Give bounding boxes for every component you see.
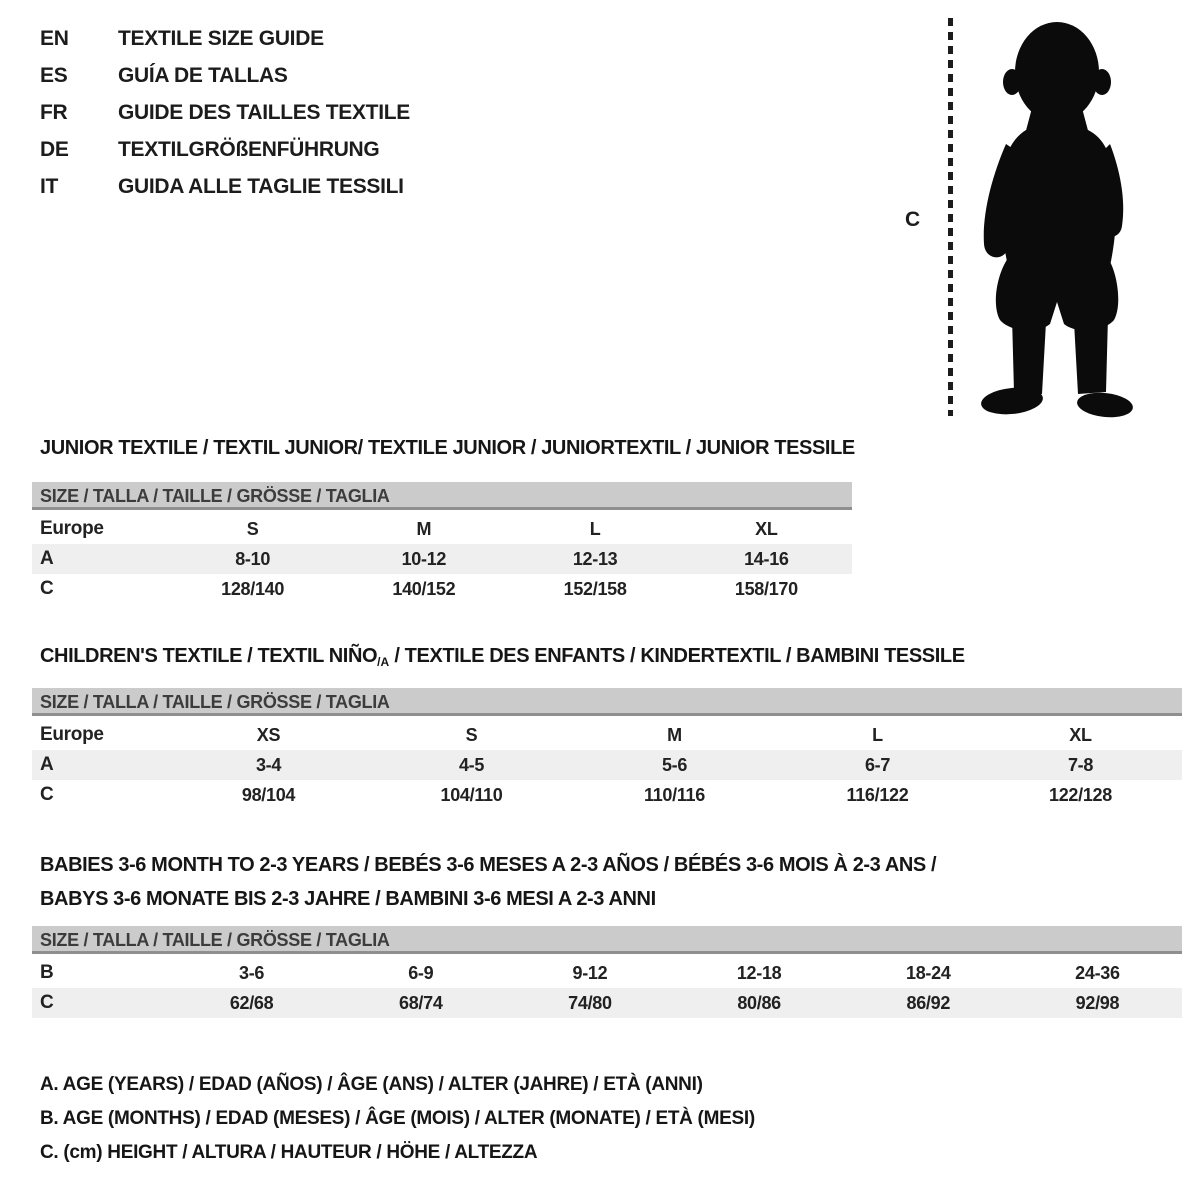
- table-row-age: [32, 544, 852, 574]
- size-cell: S: [246, 519, 259, 539]
- age-cell: 14-16: [744, 549, 789, 569]
- children-title-subscript: /A: [377, 655, 390, 669]
- height-measure-line: [948, 18, 953, 416]
- height-cell: 86/92: [906, 993, 951, 1013]
- height-cell: 116/122: [846, 785, 909, 805]
- age-cell: 6-9: [408, 963, 434, 983]
- children-title-part: / TEXTILE DES ENFANTS / KINDERTEXTIL / BAMBINI TESSILE: [389, 645, 965, 667]
- age-cell: 4-5: [458, 755, 485, 775]
- table-row-height: [32, 574, 852, 604]
- guide-title: GUÍA DE TALLAS: [118, 64, 288, 87]
- height-cell: 110/116: [644, 785, 705, 805]
- age-cell: 12-13: [572, 549, 618, 569]
- height-cell: 152/158: [563, 579, 627, 599]
- height-cell: 122/128: [1049, 785, 1112, 805]
- table-row-height: [32, 780, 1182, 810]
- language-row-it: [40, 176, 410, 198]
- height-cell: 128/140: [221, 579, 285, 599]
- age-cell: 7-8: [1067, 755, 1094, 775]
- babies-title-line1: BABIES 3-6 MONTH TO 2-3 YEARS / BEBÉS 3-6 MESES A 2-3 AÑOS / BÉBÉS 3-6 MOIS À 2-3 ANS /: [40, 854, 937, 876]
- age-cell: 18-24: [906, 963, 951, 983]
- age-cell: 5-6: [661, 755, 688, 775]
- size-table-header: SIZE / TALLA / TAILLE / GRÖSSE / TAGLIA: [32, 482, 852, 510]
- size-cell: XS: [256, 725, 281, 745]
- height-cell: 140/152: [392, 579, 456, 599]
- children-title-part: CHILDREN'S TEXTILE / TEXTIL NIÑO: [40, 645, 378, 667]
- height-cell: 68/74: [398, 993, 443, 1013]
- size-cell: XL: [755, 519, 778, 539]
- age-cell: 12-18: [736, 963, 782, 983]
- note-height-cm: C. (cm) HEIGHT / ALTURA / HAUTEUR / HÖHE / ALTEZZA: [40, 1142, 538, 1163]
- table-row-age: [32, 750, 1182, 780]
- language-title-list: [40, 28, 410, 213]
- age-cell: 6-7: [864, 755, 891, 775]
- age-cell: 24-36: [1075, 963, 1120, 983]
- children-size-table: [32, 688, 1182, 810]
- age-cell: 3-6: [239, 963, 265, 983]
- size-cell: S: [465, 725, 478, 745]
- height-cell: 62/68: [229, 993, 274, 1013]
- guide-title: GUIDE DES TAILLES TEXTILE: [118, 101, 410, 124]
- size-table-header: SIZE / TALLA / TAILLE / GRÖSSE / TAGLIA: [32, 926, 1182, 954]
- toddler-silhouette: [962, 16, 1142, 420]
- row-label: Europe: [40, 724, 104, 745]
- note-age-months: B. AGE (MONTHS) / EDAD (MESES) / ÂGE (MOIS) / ALTER (MONATE) / ETÀ (MESI): [40, 1108, 755, 1129]
- junior-section-title: JUNIOR TEXTILE / TEXTIL JUNIOR/ TEXTILE JUNIOR / JUNIORTEXTIL / JUNIOR TESSILE: [40, 437, 855, 459]
- language-row-de: [40, 139, 410, 161]
- row-label: C: [40, 992, 54, 1013]
- size-cell: L: [872, 725, 883, 745]
- language-code: ES: [40, 64, 68, 87]
- row-label: B: [40, 962, 54, 983]
- height-cell: 74/80: [568, 993, 612, 1013]
- note-age-years: A. AGE (YEARS) / EDAD (AÑOS) / ÂGE (ANS) / ALTER (JAHRE) / ETÀ (ANNI): [40, 1074, 703, 1095]
- language-code: IT: [40, 175, 59, 198]
- size-cell: L: [589, 519, 601, 539]
- row-label: A: [40, 548, 54, 569]
- age-cell: 3-4: [255, 755, 282, 775]
- guide-title: TEXTILGRÖßENFÜHRUNG: [118, 138, 380, 161]
- language-code: EN: [40, 27, 69, 50]
- language-code: DE: [40, 138, 69, 161]
- row-label: C: [40, 578, 54, 599]
- table-row-age-months: [32, 958, 1182, 988]
- size-table-header: SIZE / TALLA / TAILLE / GRÖSSE / TAGLIA: [32, 688, 1182, 716]
- size-cell: M: [667, 725, 682, 745]
- junior-size-table: [32, 482, 852, 604]
- height-measure-label: C: [905, 208, 921, 231]
- row-label: Europe: [40, 518, 104, 539]
- age-cell: 10-12: [401, 549, 447, 569]
- babies-title-line2: BABYS 3-6 MONATE BIS 2-3 JAHRE / BAMBINI 3-6 MESI A 2-3 ANNI: [40, 888, 656, 910]
- row-label: C: [40, 784, 54, 805]
- height-cell: 158/170: [734, 579, 798, 599]
- height-cell: 92/98: [1075, 993, 1120, 1013]
- guide-title: TEXTILE SIZE GUIDE: [118, 27, 324, 50]
- table-row-height: [32, 988, 1182, 1018]
- age-cell: 9-12: [572, 963, 608, 983]
- toddler-figure: [890, 0, 1190, 430]
- language-row-en: [40, 28, 410, 50]
- children-section-title: [40, 644, 965, 674]
- height-cell: 104/110: [440, 785, 503, 805]
- table-row-europe: [32, 720, 1182, 750]
- language-row-fr: [40, 102, 410, 124]
- language-code: FR: [40, 101, 68, 124]
- babies-size-table: [32, 926, 1182, 1018]
- row-label: A: [40, 754, 54, 775]
- age-cell: 8-10: [235, 549, 271, 569]
- language-row-es: [40, 65, 410, 87]
- table-row-europe: [32, 514, 852, 544]
- size-cell: M: [416, 519, 432, 539]
- height-cell: 98/104: [241, 785, 296, 805]
- legend-notes: [40, 1068, 755, 1170]
- height-cell: 80/86: [737, 993, 781, 1013]
- size-cell: XL: [1069, 725, 1092, 745]
- babies-section-title: [40, 848, 1160, 916]
- guide-title: GUIDA ALLE TAGLIE TESSILI: [118, 175, 404, 198]
